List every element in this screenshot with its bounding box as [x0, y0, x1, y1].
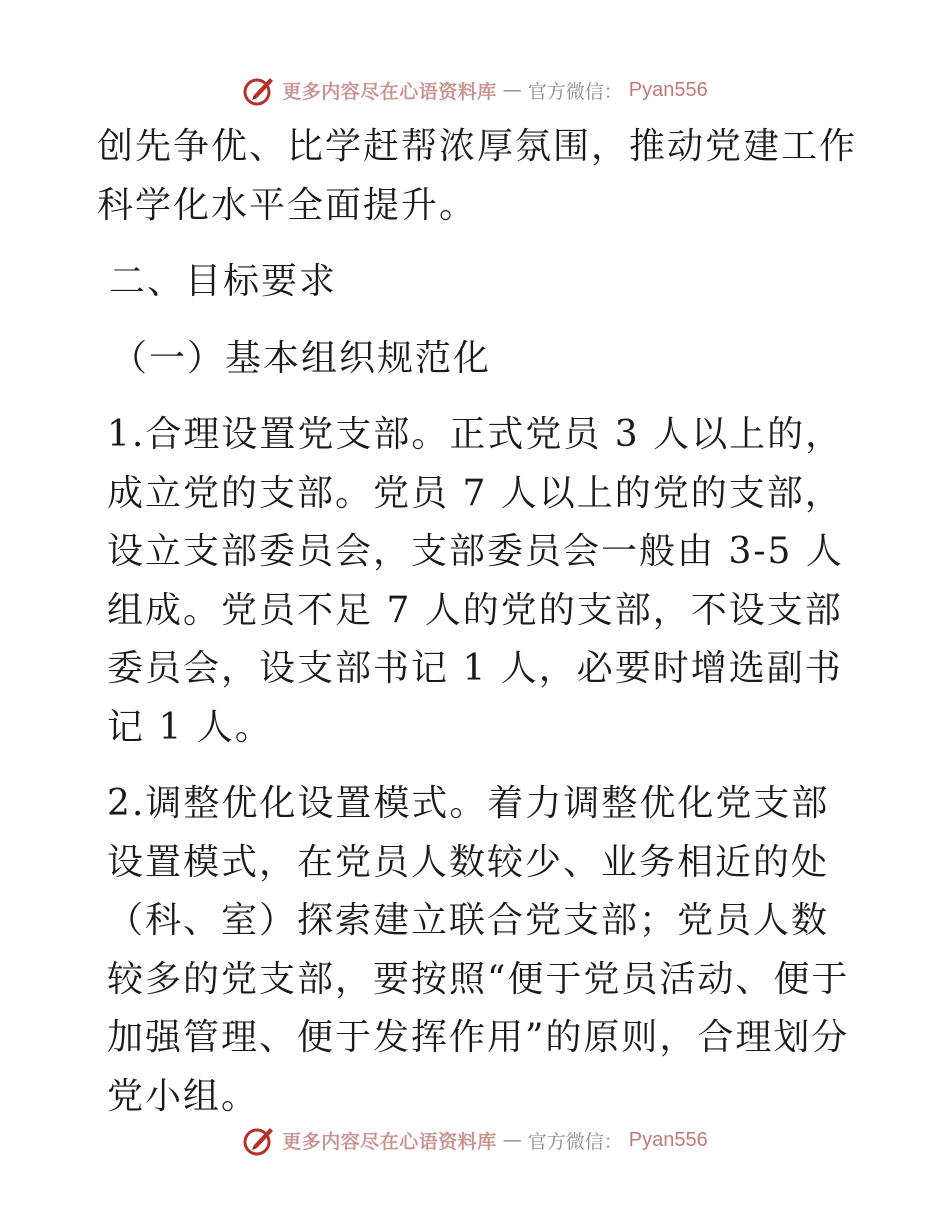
document-body	[97, 118, 857, 1126]
paragraph-continuation: 创先争优、比学赶帮浓厚氛围，推动党建工作科学化水平全面提升。	[97, 126, 858, 226]
watermark-site-text: 更多内容尽在心语资料库	[282, 1130, 497, 1153]
paragraph-item-2: 2.调整优化设置模式。着力调整优化党支部设置模式，在党员人数较少、业务相近的处（科、室）探索建立联合党支部；党员人数较多的党支部，要按照“便于党员活动、便于加强管理、便于发挥作用”的原则，合理划分党小组。	[107, 783, 850, 1117]
header-watermark	[0, 70, 950, 110]
watermark-label: 官方微信：	[527, 80, 623, 103]
subsection-heading: （一）基本组织规范化	[111, 337, 492, 379]
footer-watermark	[0, 1120, 950, 1160]
watermark-separator: —	[502, 1129, 522, 1151]
watermark-separator: —	[502, 79, 522, 101]
quill-pen-circle-icon	[242, 1123, 276, 1157]
watermark-site-text: 更多内容尽在心语资料库	[282, 80, 497, 103]
watermark-label: 官方微信：	[527, 1130, 623, 1153]
paragraph-item-1: 1.合理设置党支部。正式党员 3 人以上的，成立党的支部。党员 7 人以上的党的支部，设立支部委员会，支部委员会一般由 3-5 人组成。党员不足 7 人的党的支部，不设支部委员会，设支部书记 1 人，必要时增选副书记 1 人。	[107, 414, 844, 748]
watermark-wechat-id: Pyan556	[628, 78, 708, 101]
section-heading: 二、目标要求	[109, 261, 338, 302]
watermark-wechat-id: Pyan556	[628, 1128, 708, 1151]
quill-pen-circle-icon	[242, 73, 276, 107]
